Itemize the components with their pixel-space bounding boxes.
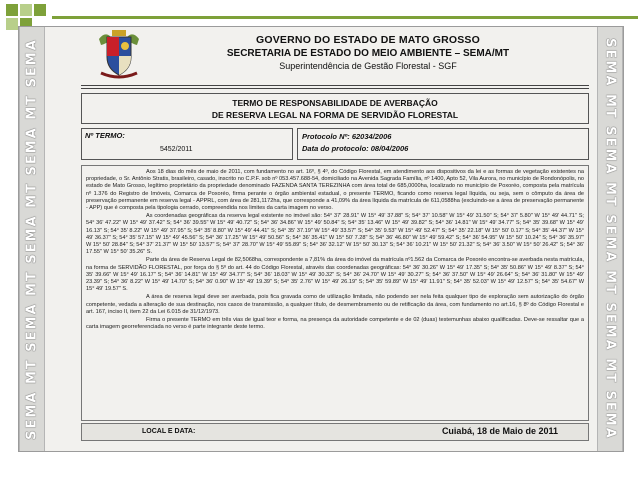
body-paragraph: Aos 18 dias do mês de maio de 2011, com fundamento no art. 16º, § 4º, do Código Florestal, em atendimento aos dispositivos da lei e as formas de vegetação existentes na propriedade, o Sr. Antônio Stratis, brasileiro, casado, inscrito no C.P.F. sob nº 053.457.688-54, domiciliado na Avenida Sagrada Família, nº 1400, Apto 52, Vila Aurora, no município de Rondonópolis, no estado de Mato Grosso, legítimo proprietário da propriedade denominado FAZENDA SANTA TEREZINHA com área total de 685,0000ha, localizado no município de Poxoréo, composta pela matrícula nº 1.376 do Registro de Imóveis, Comarca de Poxoréo, firma perante o órgão ambiental estadual, o presente TERMO, ficando como reserva legal líquida, ou seja, sem o cômputo da área de preservação permanente em reserva legal - APPRL, com área de 281,1172ha, que corresponde a 41,09% da área líquida da matrícula de 611,0588ha (excluindo-se a área de preservação permanente - APP) que é composta pela tipologia cerrado, compreendida nos limites da carta imagem no verso.	[86, 169, 584, 212]
header-divider	[81, 88, 589, 89]
watermark-text: SEMA MT SEMA MT SEMA MT SEMA MT SEMA	[602, 38, 618, 440]
header-divider	[81, 85, 589, 86]
body-paragraph: A área de reserva legal deve ser averbada, pois fica gravada como de utilização limitada, não podendo ser nela feita qualquer tipo de exploração sem autorização do órgão competente, vedada a alteração de sua destinação, nos casos de transmissão, a qualquer título, de desmembramento ou de retificação da área, com fundamento no art.16, § 8º do Código Florestal e art. 167, inciso II, item 22 da Lei 6.015 de 31/12/1973.	[86, 294, 584, 315]
body-paragraph: Firma o presente TERMO em três vias de igual teor e forma, na presença da autoridade competente e de 02 (duas) testemunhas abaixo qualificadas. Deve-se ressaltar que a carta imagem georreferenciada no verso é parte integrante deste termo.	[86, 317, 584, 331]
protocol-number: Protocolo Nº: 62034/2006	[302, 132, 392, 141]
term-label: Nº TERMO:	[85, 131, 125, 140]
document-title-line1: TERMO DE RESPONSABILIDADE DE AVERBAÇÃO	[232, 98, 438, 108]
decor-square-light	[20, 4, 32, 16]
decor-top-bar	[52, 16, 638, 19]
document-content	[53, 27, 589, 451]
body-paragraph: Parte da área de Reserva Legal de 82,5068ha, correspondente a 7,81% da área do imóvel da matrícula nº1.562 da Comarca de Poxoréo encontra-se averbada nesta matrícula, na forma de SERVIDÃO FLORESTAL, por força do § 5º do art. 44 do Código Florestal, através das coordenadas geográficas: 54° 36' 30.26" W 15° 49' 17.35" S; 54° 35' 50.86" W 15° 49' 8.37" S; 54° 35' 39.66" W 15° 49' 16.17" S; 54° 36' 14.81" W 15° 49' 34.77" S; 54° 36' 18.03" W 15° 49' 30.32" S; 54° 36' 24.70" W 15° 49' 30.27" S; 54° 36' 37.50" W 15° 49' 26.64" S; 54° 36' 31.80" W 15° 49' 23.39" S; 54° 36' 8.22" W 15° 49' 14.70" S; 54° 36' 0.90" W 15° 49' 19.39" S; 54° 35' 2.76" W 15° 49' 26.19" S; 54° 35' 59.89" W 15° 49' 11.91" S; 54° 35' 52.03" W 15° 49' 12.57" S; 54° 35' 54.67" W 15° 49' 19.57" S.	[86, 257, 584, 293]
signature-date: Cuiabá, 18 de Maio de 2011	[441, 426, 558, 436]
document-title-line2: DE RESERVA LEGAL NA FORMA DE SERVIDÃO FLORESTAL	[211, 110, 459, 120]
document-footer	[81, 423, 589, 441]
document-header	[203, 34, 533, 71]
header-government: GOVERNO DO ESTADO DE MATO GROSSO	[255, 34, 480, 46]
local-date-label: LOCAL E DATA:	[142, 428, 196, 435]
document-body	[81, 165, 589, 421]
watermark-stripe-left	[19, 27, 45, 451]
header-secretariat: SECRETARIA DE ESTADO DO MEIO AMBIENTE – SEMA/MT	[226, 48, 510, 59]
term-number: 5452/2011	[160, 146, 193, 153]
coat-of-arms-icon	[95, 29, 143, 81]
scanned-document	[18, 26, 624, 452]
watermark-stripe-right	[597, 27, 623, 451]
watermark-text: SEMA MT SEMA MT SEMA MT SEMA MT SEMA	[24, 38, 40, 440]
term-box	[81, 128, 293, 160]
document-title-box	[81, 93, 589, 124]
decor-square-light	[6, 18, 18, 30]
protocol-date: Data do protocolo: 08/04/2006	[302, 144, 409, 153]
decor-square-dark	[34, 4, 46, 16]
protocol-box	[297, 128, 589, 160]
term-protocol-row	[81, 128, 589, 160]
decor-square-dark	[6, 4, 18, 16]
body-paragraph: As coordenadas geográficas da reserva legal existente no imóvel são: 54° 37' 28.91" W 15° 49' 37.88" S; 54° 37' 10.58" W 15° 49' 31.50" S; 54° 37' 5.80" W 15° 49' 44.71" S; 54° 36' 47.22" W 15° 49' 37.42" S; 54° 36' 39.55" W 15° 49' 40.72" S; 54° 36' 34.86" W 15° 49' 50.84" S; 54° 35' 13.46" W 15° 49' 39.82" S; 54° 36' 14.81" W 15° 49' 34.77" S; 54° 35' 39.68" W 15° 49' 16.13" S; 54° 35' 8.22" W 15° 49' 37.95" S; 54° 35' 8.80" W 15° 49' 44.41" S; 54° 35' 37.19" W 15° 49' 33.57" S; 54° 35' 9.53" W 15° 49' 52.47" S; 54° 35' 22.18" W 15° 50' 0.17" S; 54° 35' 44.37" W 15° 49' 36.37" S; 54° 35' 57.15" W 15° 49' 45.56" S; 54° 36' 17.25" W 15° 49' 50.56" S; 54° 36' 35.41" W 15° 50' 7.28" S; 54° 36' 46.80" W 15° 49' 59.42" S; 54° 36' 54.95" W 15° 50' 10.24" S; 54° 36' 35.97" W 15° 50' 28.84" S; 54° 37' 21.37" W 15° 50' 13.57" S; 54° 37' 28.70" W 15° 49' 55.89" S; 54° 36' 32.12" W 15° 50' 30.13" S; 54° 36' 10.21" W 15° 50' 21.32" S; 54° 36' 3.50" W 15° 50' 26.42" S; 54° 36' 17.55" W 15° 50' 35.26" S.	[86, 213, 584, 256]
header-superintendence: Superintendência de Gestão Florestal - SGF	[279, 61, 457, 71]
